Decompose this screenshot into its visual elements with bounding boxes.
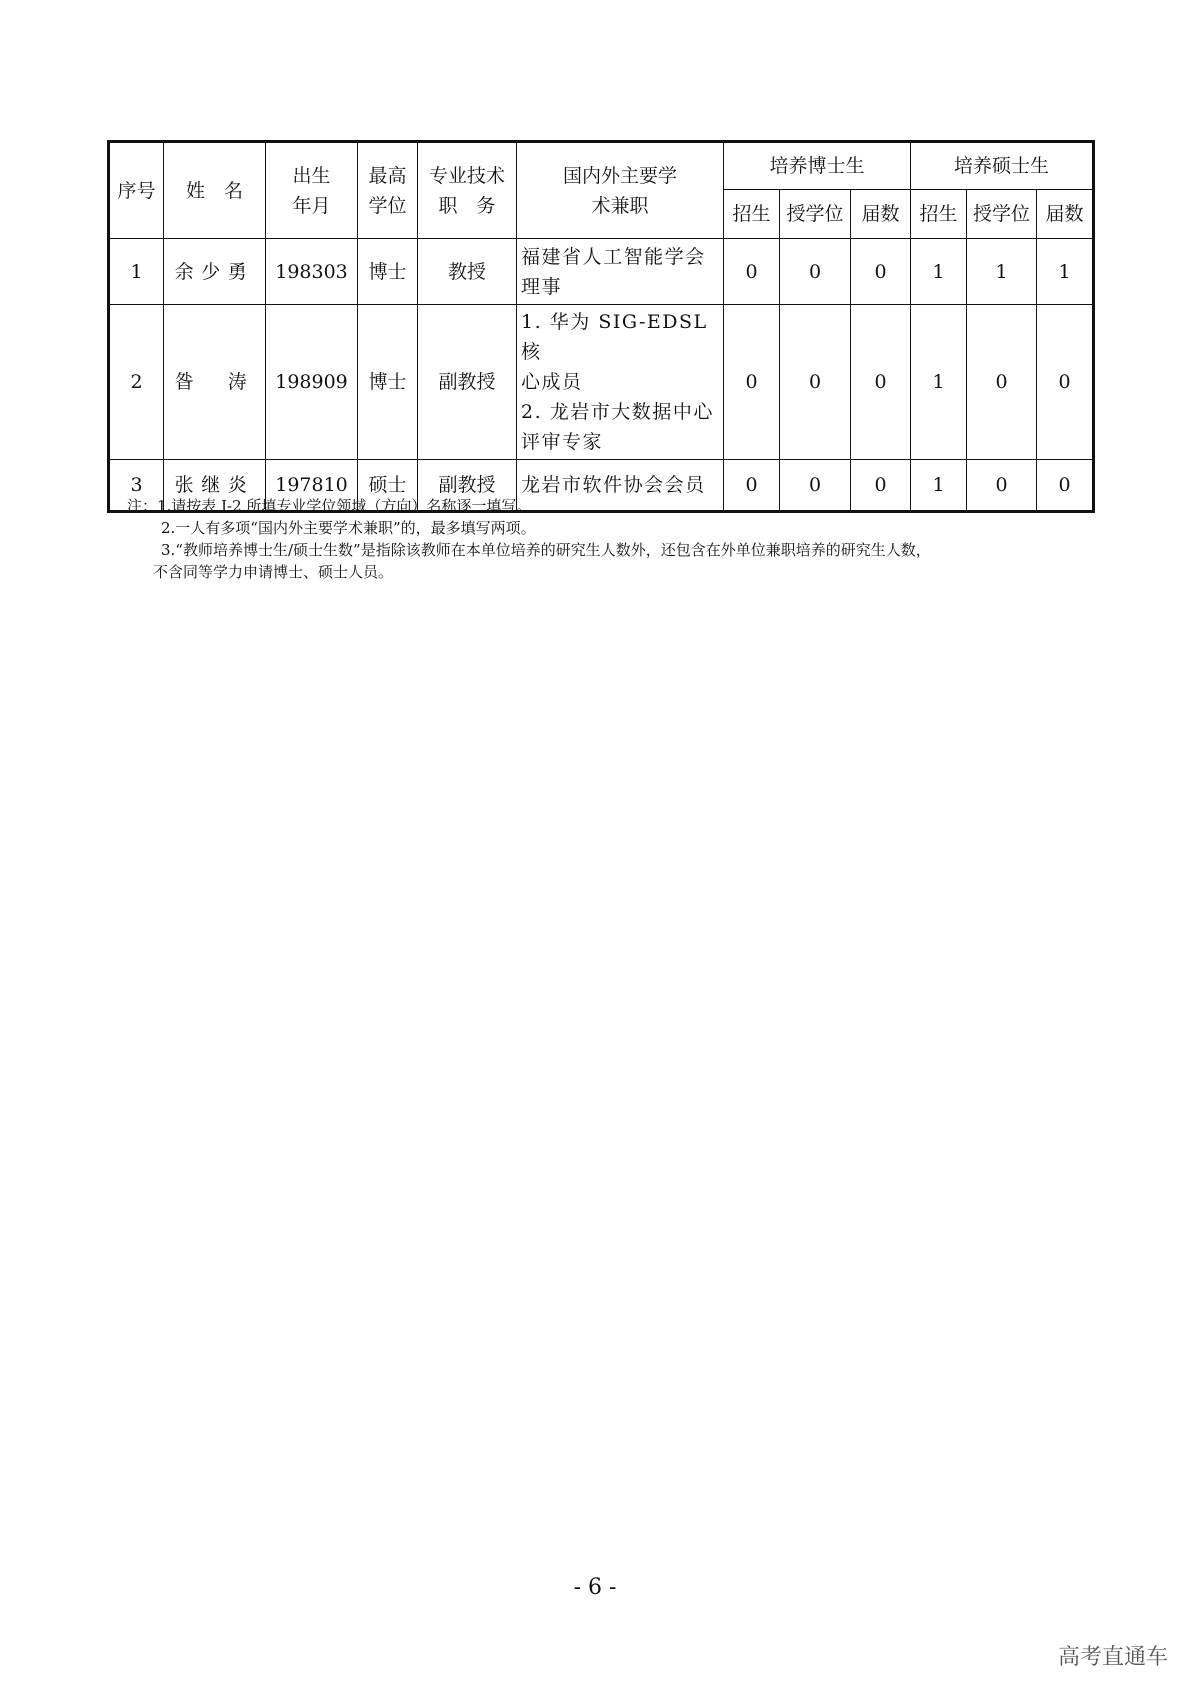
cell-title: 副教授 <box>418 305 517 460</box>
header-name: 姓 名 <box>164 142 266 239</box>
duty-line: 心成员 <box>521 371 583 393</box>
header-master-enroll: 招生 <box>911 190 967 239</box>
page-number: - 6 - <box>573 1575 617 1600</box>
cell-degree: 硕士 <box>358 460 418 512</box>
header-birth: 出生年月 <box>266 142 358 239</box>
cell-phd-cohorts: 0 <box>851 239 911 305</box>
cell-name: 昝 涛 <box>164 305 266 460</box>
header-seq: 序号 <box>109 142 164 239</box>
duty-line: 评审专家 <box>521 431 604 453</box>
header-master-group: 培养硕士生 <box>911 142 1094 190</box>
cell-phd-award: 0 <box>780 239 851 305</box>
note-line: 不含同等学力申请博士、硕士人员。 <box>153 563 394 581</box>
duty-line: 龙岩市软件协会会员 <box>521 474 706 496</box>
cell-title: 教授 <box>418 239 517 305</box>
cell-master-cohorts: 1 <box>1037 239 1094 305</box>
cell-academic-duties <box>517 239 724 305</box>
note-line: 2.一人有多项“国内外主要学术兼职”的，最多填写两项。 <box>161 519 536 537</box>
cell-name: 张继炎 <box>164 460 266 512</box>
cell-phd-enroll: 0 <box>724 460 780 512</box>
cell-birth: 198303 <box>266 239 358 305</box>
table-notes <box>127 495 1087 583</box>
cell-master-award: 1 <box>967 239 1037 305</box>
header-phd-cohorts: 届数 <box>851 190 911 239</box>
header-academic: 国内外主要学术兼职 <box>517 142 724 239</box>
header-phd-award: 授学位 <box>780 190 851 239</box>
cell-master-cohorts: 0 <box>1037 460 1094 512</box>
cell-phd-enroll: 0 <box>724 305 780 460</box>
cell-phd-cohorts: 0 <box>851 460 911 512</box>
header-phd-group: 培养博士生 <box>724 142 911 190</box>
cell-seq: 1 <box>109 239 164 305</box>
duty-line: 2. 龙岩市大数据中心 <box>521 401 714 423</box>
cell-phd-cohorts: 0 <box>851 305 911 460</box>
cell-master-enroll: 1 <box>911 305 967 460</box>
table-row <box>109 239 1094 305</box>
cell-phd-enroll: 0 <box>724 239 780 305</box>
cell-master-enroll: 1 <box>911 460 967 512</box>
header-master-cohorts: 届数 <box>1037 190 1094 239</box>
note-line: 3.“教师培养博士生/硕士生数”是指除该教师在本单位培养的研究生人数外，还包含在外单位兼职培养的研究生人数， <box>161 541 931 559</box>
duty-line: 理事 <box>521 275 563 298</box>
cell-birth: 198909 <box>266 305 358 460</box>
cell-master-cohorts: 0 <box>1037 305 1094 460</box>
header-title: 专业技术职 务 <box>418 142 517 239</box>
duty-line: 福建省人工智能学会 <box>521 245 706 268</box>
cell-seq: 3 <box>109 460 164 512</box>
header-row-top <box>109 142 1094 190</box>
cell-academic-duties <box>517 305 724 460</box>
header-phd-enroll: 招生 <box>724 190 780 239</box>
cell-degree: 博士 <box>358 305 418 460</box>
cell-master-award: 0 <box>967 305 1037 460</box>
note-line: 注：1.请按表 I-2 所填专业学位领域（方向）名称逐一填写。 <box>127 497 532 515</box>
cell-degree: 博士 <box>358 239 418 305</box>
cell-master-enroll: 1 <box>911 239 967 305</box>
duty-line: 1. 华为 SIG-EDSL 核 <box>521 311 708 363</box>
cell-phd-award: 0 <box>780 460 851 512</box>
cell-title: 副教授 <box>418 460 517 512</box>
cell-name: 余少勇 <box>164 239 266 305</box>
faculty-table <box>107 140 1095 513</box>
cell-birth: 197810 <box>266 460 358 512</box>
cell-seq: 2 <box>109 305 164 460</box>
cell-phd-award: 0 <box>780 305 851 460</box>
cell-master-award: 0 <box>967 460 1037 512</box>
header-degree: 最高学位 <box>358 142 418 239</box>
watermark: 高考直通车 <box>1057 1645 1168 1670</box>
header-master-award: 授学位 <box>967 190 1037 239</box>
table-row <box>109 305 1094 460</box>
